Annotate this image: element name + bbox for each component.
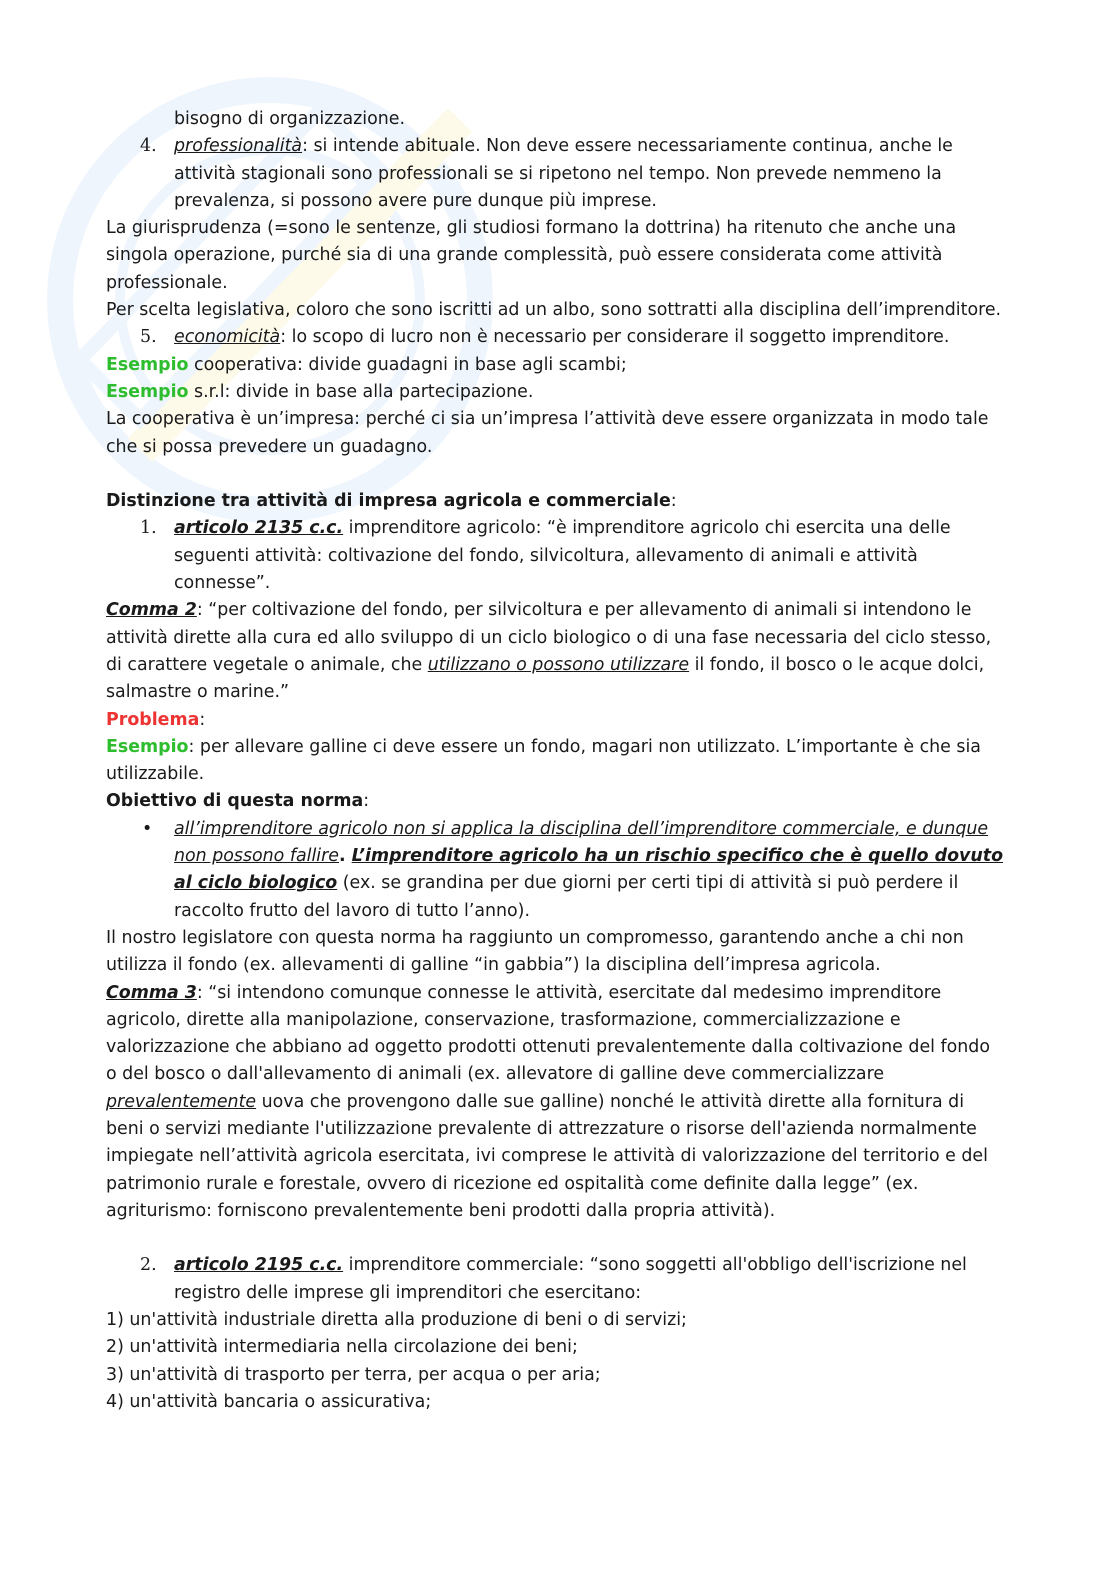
- article-text: imprenditore agricolo: “è imprenditore agricolo chi esercita una delle seguenti attività: coltivazione del fondo, silvicoltura, allevamento di animali e attività connesse”.: [174, 518, 951, 594]
- comma-text: : “si intendono comunque connesse le attività, esercitate dal medesimo imprenditore agricolo, dirette alla manipolazione, conservazione, trasformazione, commercializzazione e valorizzazione che abbiano ad oggetto prodotti ottenuti prevalentemente dalla coltivazione del fondo o del bosco o dall'allevamento di animali (ex. allevatore di galline deve commercializzare: [106, 982, 990, 1085]
- term-economicita: economicità: [174, 327, 281, 348]
- spacer: [106, 461, 1006, 488]
- list-number: 2.: [140, 1255, 157, 1276]
- paragraph-cooperativa: La cooperativa è un’impresa: perché ci sia un’impresa l’attività deve essere organizzata in modo tale che si possa prevedere un guadagno.: [106, 409, 989, 457]
- bullet-dot: •: [142, 818, 153, 839]
- paragraph-giurisprudenza: La giurisprudenza (=sono le sentenze, gli studiosi formano la dottrina) ha ritenuto che anche una singola operazione, purché sia di una grande complessità, può essere considerata come attività professionale.: [106, 218, 957, 293]
- item-text: : lo scopo di lucro non è necessario per considerare il soggetto imprenditore.: [280, 327, 950, 348]
- list-continuation: bisogno di organizzazione.: [174, 109, 405, 129]
- comma-emphasis: utilizzano o possono utilizzare: [427, 654, 690, 675]
- example-srl: [106, 379, 1006, 406]
- example-label: Esempio: [106, 354, 189, 375]
- problem-label: Problema: [106, 709, 200, 730]
- example-label: Esempio: [106, 736, 189, 757]
- article-text: imprenditore commerciale: “sono soggetti all'obbligo dell'iscrizione nel registro delle imprese gli imprenditori che esercitano:: [174, 1255, 967, 1303]
- list-item-articolo-2195: [106, 1252, 1006, 1307]
- article-ref-2135: articolo 2135 c.c.: [174, 518, 344, 539]
- problem-colon: :: [199, 709, 206, 730]
- paragraph-comma-3: [106, 980, 1006, 1226]
- problem-label-line: [106, 707, 1006, 734]
- comma-text-end: uova che provengono dalle sue galline) nonché le attività dirette alla fornitura di beni o servizi mediante l'utilizzazione prevalente di attrezzature o risorse dell'azienda normalmente impiegate nell’attività agricola esercitata, ivi comprese le attività di valorizzazione del territorio e del patrimonio rurale e forestale, ovvero di ricezione ed ospitalità come definite dalla legge” (ex. agriturismo: forniscono prevalentemente beni prodotti dalla propria attività).: [106, 1091, 988, 1221]
- bullet-strong: L’imprenditore agricolo ha un rischio specifico che è quello dovuto al ciclo biologico: [174, 846, 1004, 894]
- list-number: 5.: [140, 327, 157, 348]
- example-text: cooperativa: divide guadagni in base agli scambi;: [188, 354, 627, 375]
- list-line-2195-3: 3) un'attività di trasporto per terra, per acqua o per aria;: [106, 1364, 601, 1385]
- term-professionalita: professionalità: [174, 136, 303, 157]
- document-page: [106, 106, 1006, 1416]
- article-ref-2195: articolo 2195 c.c.: [174, 1255, 344, 1276]
- heading-text: Obiettivo di questa norma: [106, 791, 364, 812]
- example-text: : per allevare galline ci deve essere un fondo, magari non utilizzato. L’importante è che sia utilizzabile.: [106, 736, 981, 785]
- paragraph-legislatore: Il nostro legislatore con questa norma ha raggiunto un compromesso, garantendo anche a chi non utilizza il fondo (ex. allevamenti di galline “in gabbia”) la disciplina dell’impresa agricola.: [106, 927, 964, 976]
- comma-label: Comma 3: [106, 982, 197, 1003]
- comma-emphasis: prevalentemente: [106, 1091, 257, 1112]
- heading-obiettivo: [106, 788, 1006, 815]
- example-text: s.r.l: divide in base alla partecipazione.: [188, 381, 534, 402]
- comma-text-end: il fondo, il bosco o le acque dolci, salmastre o marine.”: [106, 654, 985, 703]
- list-number: 1.: [140, 518, 157, 539]
- example-galline: [106, 734, 1006, 789]
- heading-text: Distinzione tra attività di impresa agricola e commerciale: [106, 491, 671, 512]
- heading-colon: :: [363, 791, 370, 812]
- heading-distinzione: [106, 488, 1006, 515]
- item-text: : si intende abituale. Non deve essere necessariamente continua, anche le attività stagionali sono professionali se si ripetono nel tempo. Non prevede nemmeno la prevalenza, si possono avere pure dunque più imprese.: [174, 136, 953, 211]
- bullet-text: (ex. se grandina per due giorni per certi tipi di attività si può perdere il raccolto frutto del lavoro di tutto l’anno).: [174, 873, 959, 921]
- heading-colon: :: [670, 491, 677, 512]
- list-number: 4.: [140, 136, 157, 157]
- bullet-period: .: [338, 846, 352, 867]
- list-line-2195-1: 1) un'attività industriale diretta alla produzione di beni o di servizi;: [106, 1310, 687, 1331]
- example-cooperativa: [106, 352, 1006, 379]
- list-line-2195-2: 2) un'attività intermediaria nella circolazione dei beni;: [106, 1337, 578, 1358]
- comma-label: Comma 2: [106, 600, 197, 621]
- paragraph-scelta-legislativa: Per scelta legislativa, coloro che sono iscritti ad un albo, sono sottratti alla disciplina dell’imprenditore.: [106, 300, 1002, 321]
- comma-text: : “per coltivazione del fondo, per silvicoltura e per allevamento di animali si intendono le attività dirette alla cura ed allo sviluppo di un ciclo biologico o di una fase necessaria del ciclo stesso, di carattere vegetale o animale, che: [106, 600, 992, 675]
- bullet-item-obiettivo: [106, 816, 1006, 925]
- bullet-emphasis: all’imprenditore agricolo non si applica la disciplina dell’imprenditore commerciale, e dunque non possono fallire: [174, 818, 989, 867]
- spacer: [106, 1225, 1006, 1252]
- example-label: Esempio: [106, 381, 189, 402]
- list-item-professionalita: [106, 133, 1006, 215]
- list-item-economicita: [106, 324, 1006, 351]
- list-item-articolo-2135: [106, 515, 1006, 597]
- list-line-2195-4: 4) un'attività bancaria o assicurativa;: [106, 1391, 432, 1412]
- paragraph-comma-2: [106, 597, 1006, 706]
